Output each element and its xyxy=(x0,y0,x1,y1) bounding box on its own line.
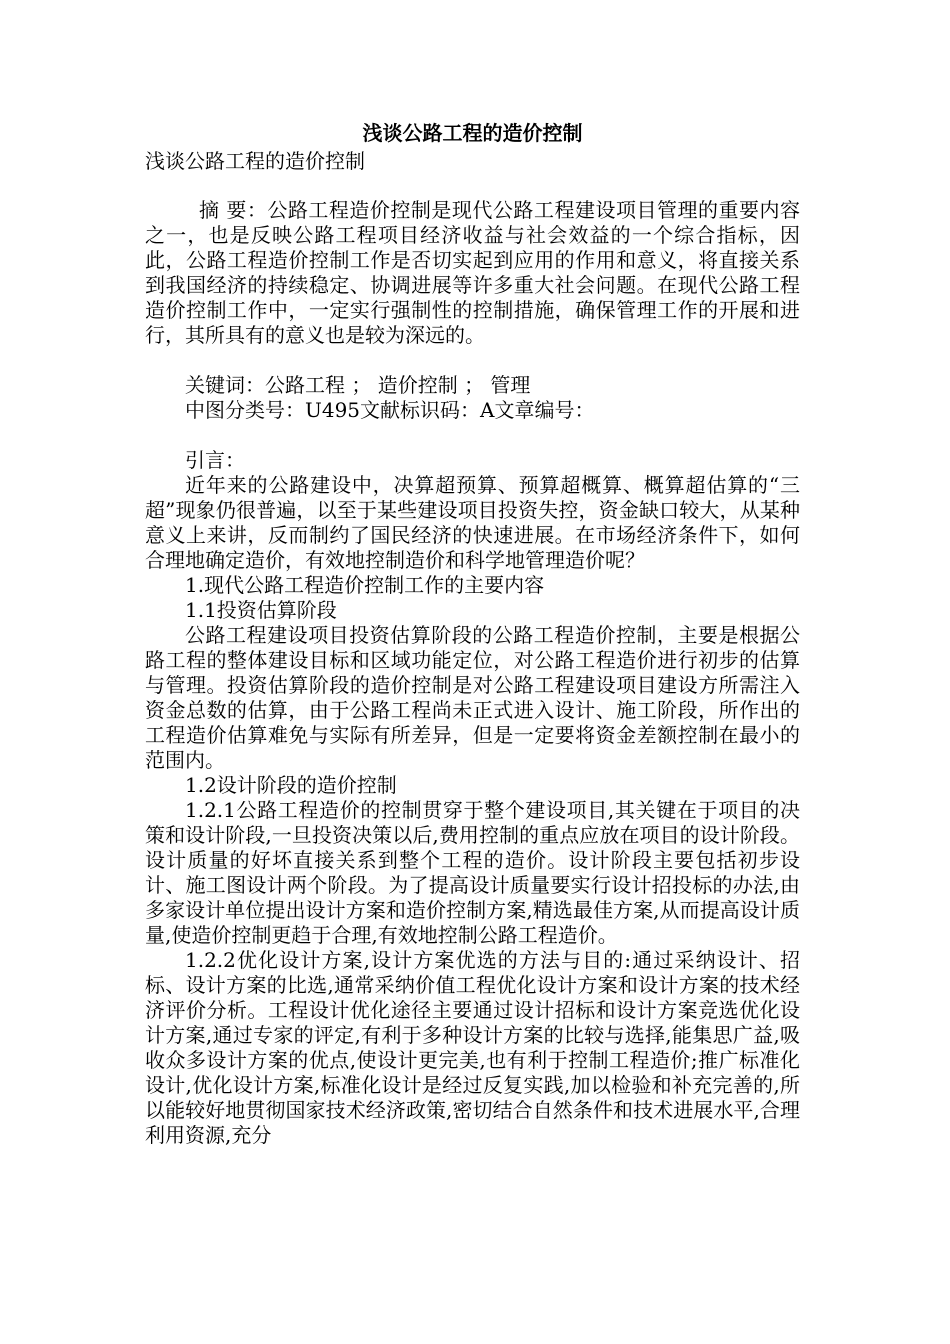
document-page xyxy=(145,118,800,1148)
section-heading-1-2: 1.2设计阶段的造价控制 xyxy=(185,773,397,797)
section-heading-1: 1.现代公路工程造价控制工作的主要内容 xyxy=(185,573,545,597)
intro-heading: 引言： xyxy=(185,448,245,472)
intro-paragraph: 近年来的公路建设中，决算超预算、预算超概算、概算超估算的“三超”现象仍很普遍，以至于某些建设项目投资失控，资金缺口较大，从某种意义上来讲，反而制约了国民经济的快速进展。在市场经济条件下，如何合理地确定造价，有效地控制造价和科学地管理造价呢？ xyxy=(145,473,800,572)
section-1-2-2-paragraph: 1.2.2优化设计方案,设计方案优选的方法与目的:通过采纳设计、招标、设计方案的比选,通常采纳价值工程优化设计方案和设计方案的技术经济评价分析。工程设计优化途径主要通过设计招标和设计方案竞选优化设计方案,通过专家的评定,有利于多种设计方案的比较与选择,能集思广益,吸收众多设计方案的优点,使设计更完美,也有利于控制工程造价;推广标准化设计,优化设计方案,标准化设计是经过反复实践,加以检验和补充完善的,所以能较好地贯彻国家技术经济政策,密切结合自然条件和技术进展水平,合理利用资源,充分 xyxy=(145,948,800,1147)
blank-line xyxy=(145,348,800,373)
abstract-paragraph: 摘 要：公路工程造价控制是现代公路工程建设项目管理的重要内容之一，也是反映公路工程项目经济收益与社会效益的一个综合指标，因此，公路工程造价控制工作是否切实起到应用的作用和意义，将直接关系到我国经济的持续稳定、协调进展等许多重大社会问题。在现代公路工程造价控制工作中，一定实行强制性的控制措施，确保管理工作的开展和进行，其所具有的意义也是较为深远的。 xyxy=(145,198,800,347)
section-heading-1-1: 1.1投资估算阶段 xyxy=(185,598,337,622)
document-subtitle: 浅谈公路工程的造价控制 xyxy=(145,149,365,173)
blank-line xyxy=(145,174,800,198)
document-title: 浅谈公路工程的造价控制 xyxy=(362,121,583,145)
blank-line xyxy=(145,423,800,448)
classification-line: 中图分类号：U495文献标识码：A文章编号： xyxy=(185,398,595,422)
section-1-2-1-paragraph: 1.2.1公路工程造价的控制贯穿于整个建设项目,其关键在于项目的决策和设计阶段,一旦投资决策以后,费用控制的重点应放在项目的设计阶段。设计质量的好坏直接关系到整个工程的造价。设计阶段主要包括初步设计、施工图设计两个阶段。为了提高设计质量要实行设计招投标的办法,由多家设计单位提出设计方案和造价控制方案,精选最佳方案,从而提高设计质量,使造价控制更趋于合理,有效地控制公路工程造价。 xyxy=(145,798,800,947)
section-1-1-paragraph: 公路工程建设项目投资估算阶段的公路工程造价控制，主要是根据公路工程的整体建设目标和区域功能定位，对公路工程造价进行初步的估算与管理。投资估算阶段的造价控制是对公路工程建设项目建设方所需注入资金总数的估算，由于公路工程尚未正式进入设计、施工阶段，所作出的工程造价估算难免与实际有所差异，但是一定要将资金差额控制在最小的范围内。 xyxy=(145,623,800,772)
keywords-line: 关键词：公路工程 ； 造价控制 ； 管理 xyxy=(185,373,531,397)
